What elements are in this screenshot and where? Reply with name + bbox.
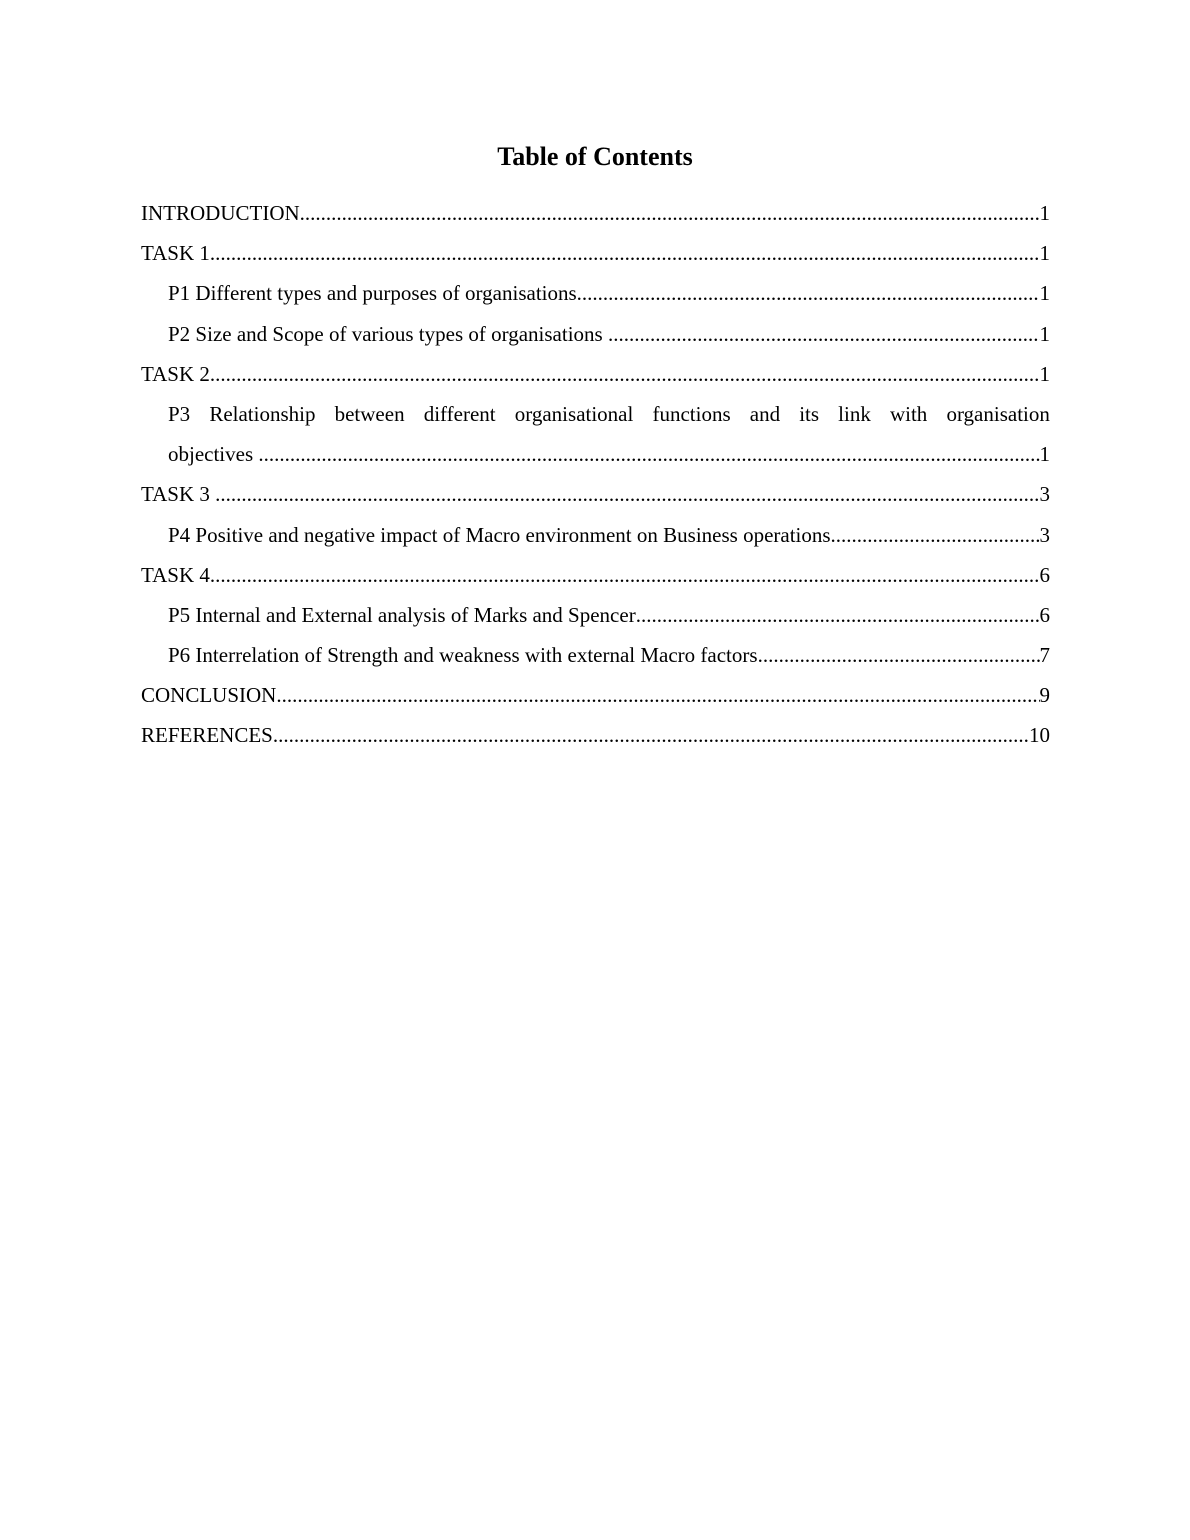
toc-page-number: 1 — [1039, 281, 1050, 306]
dot-leader — [831, 515, 1040, 555]
toc-entry-label-line2 — [168, 434, 1050, 474]
toc-page-number: 10 — [1029, 723, 1050, 748]
dot-leader — [210, 354, 1040, 394]
dot-leader — [276, 675, 1039, 715]
dot-leader — [273, 715, 1029, 755]
toc-entry-conclusion[interactable] — [141, 675, 1050, 715]
toc-page-number: 6 — [1039, 602, 1050, 627]
toc-entry-label: TASK 3 — [141, 482, 216, 507]
toc-entry-task-2[interactable] — [141, 354, 1050, 394]
toc-entry-task-4[interactable] — [141, 555, 1050, 595]
dot-leader — [210, 233, 1040, 273]
toc-page-number: 3 — [1039, 482, 1050, 507]
toc-entry-p6[interactable] — [141, 635, 1050, 675]
table-of-contents — [141, 193, 1050, 756]
toc-entry-label-line1: P3 Relationship between different organisational functions and its link with organisation — [168, 401, 1050, 426]
toc-entry-p1[interactable] — [141, 273, 1050, 313]
toc-entry-label: TASK 2 — [141, 361, 210, 386]
toc-entry-label: P6 Interrelation of Strength and weakness with external Macro factors — [168, 643, 758, 668]
dot-leader — [258, 434, 1039, 474]
toc-page-number: 1 — [1039, 442, 1050, 467]
dot-leader — [758, 635, 1040, 675]
toc-entry-p2[interactable] — [141, 314, 1050, 354]
toc-page-number: 7 — [1039, 643, 1050, 668]
toc-entry-p4[interactable] — [141, 515, 1050, 555]
toc-page-number: 1 — [1039, 201, 1050, 225]
toc-entry-label: P1 Different types and purposes of organisations — [168, 281, 577, 306]
toc-entry-label: INTRODUCTION — [141, 201, 300, 225]
toc-entry-label: P5 Internal and External analysis of Marks and Spencer — [168, 602, 636, 627]
dot-leader — [577, 273, 1040, 313]
toc-entry-label: objectives — [168, 442, 259, 467]
toc-entry-task-3[interactable] — [141, 474, 1050, 514]
dot-leader — [300, 193, 1040, 233]
toc-entry-introduction[interactable] — [141, 193, 1050, 233]
page-title: Table of Contents — [497, 142, 693, 171]
dot-leader — [215, 474, 1039, 514]
toc-entry-label: TASK 4 — [141, 562, 210, 587]
dot-leader — [636, 595, 1040, 635]
toc-page-number: 6 — [1039, 562, 1050, 587]
toc-entry-label: P2 Size and Scope of various types of organisations — [168, 321, 608, 346]
toc-page-number: 3 — [1039, 522, 1050, 547]
toc-entry-references[interactable] — [141, 715, 1050, 755]
toc-entry-label: P4 Positive and negative impact of Macro environment on Business operations — [168, 522, 831, 547]
toc-entry-label: CONCLUSION — [141, 683, 277, 708]
dot-leader — [608, 314, 1040, 354]
dot-leader — [210, 555, 1040, 595]
toc-entry-label: REFERENCES — [141, 723, 273, 748]
toc-page-number: 1 — [1039, 321, 1050, 346]
toc-entry-task-1[interactable] — [141, 233, 1050, 273]
toc-entry-p3[interactable] — [141, 394, 1050, 474]
toc-entry-p5[interactable] — [141, 595, 1050, 635]
toc-page-number: 1 — [1039, 241, 1050, 266]
toc-page-number: 1 — [1039, 361, 1050, 386]
toc-entry-label: TASK 1 — [141, 241, 210, 266]
toc-page-number: 9 — [1039, 683, 1050, 708]
